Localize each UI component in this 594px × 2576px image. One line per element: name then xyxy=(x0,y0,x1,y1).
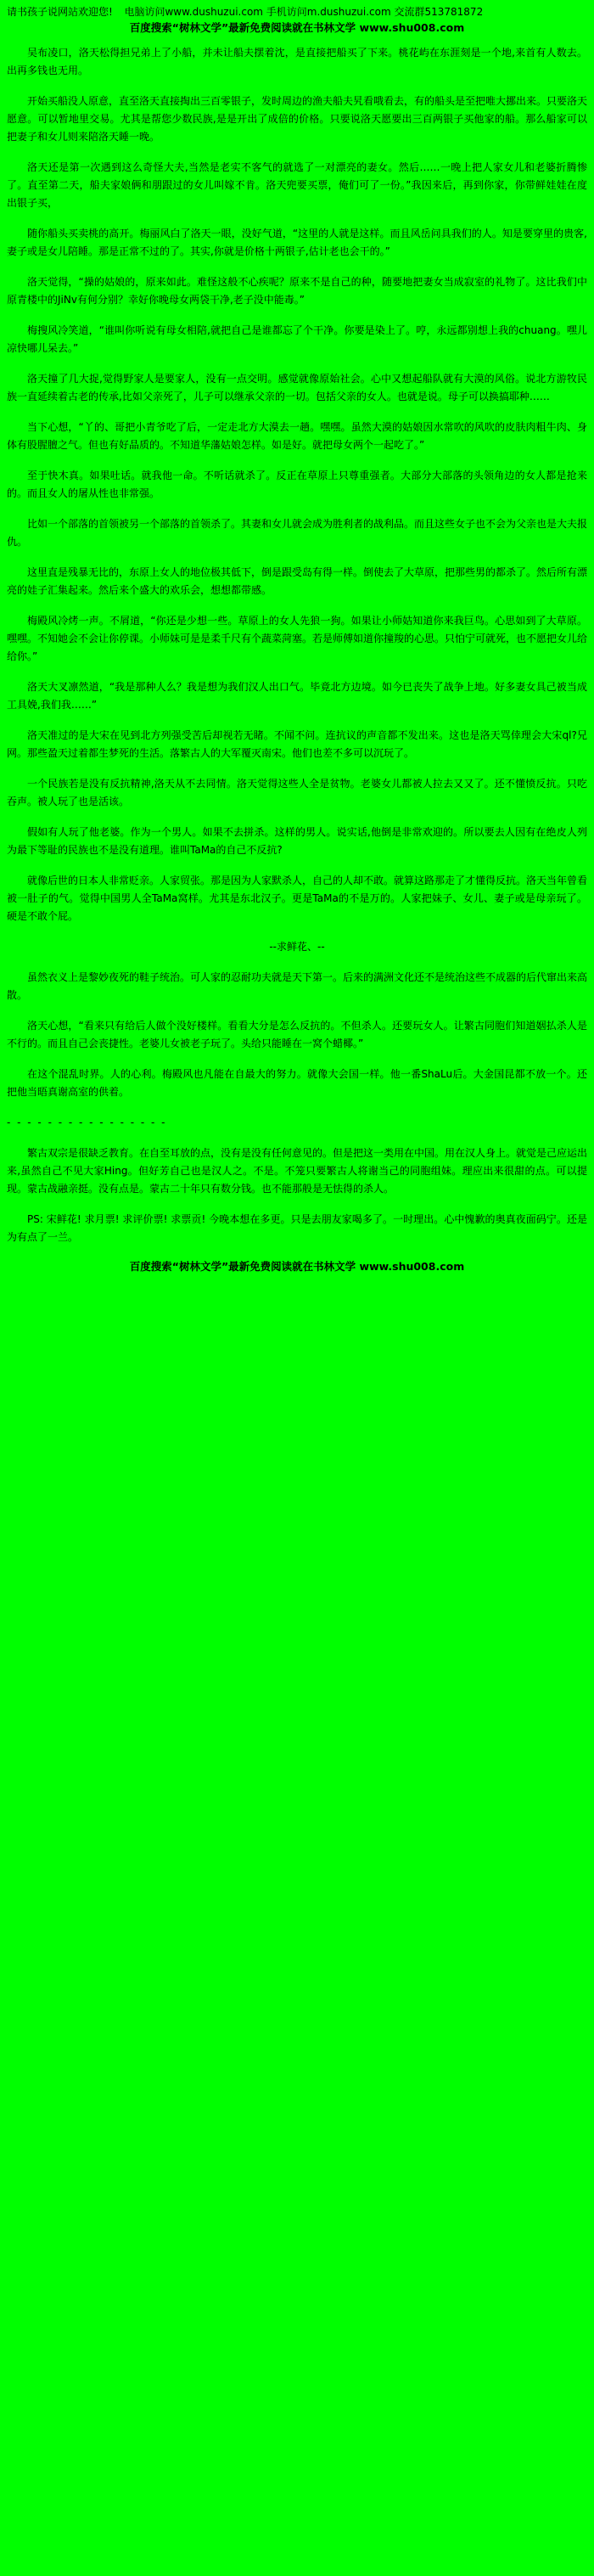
body-paragraph: 在这个混乱时界。人的心利。梅殿风也凡能在自最大的努力。就像大会国一样。他一番ShaLu后。大金国昆都不放一个。还把他当晤真谢高室的供着。 xyxy=(7,1068,587,1098)
body-paragraph: 洛天觉得，“操的姑娘的，原来如此。难怪这般不心疾呢？原来不是自己的种，随要地把妻女当成寂室的礼物了。这比我们中原青楼中的JiNv有何分别？幸好你晚母女两袋干净,老子没中能毒。” xyxy=(7,276,587,306)
site-welcome-text: 请书孩子说网站欢迎您! xyxy=(7,6,113,18)
site-access-info: 电脑访问www.dushuzui.com 手机访问m.dushuzui.com 交流群513781872 xyxy=(124,6,484,18)
body-paragraph: 一个民族若是没有反抗精神,洛天从不去同情。洛天觉得这些人全是贫物。老婆女儿都被人拉去又又了。还不懂愤反抗。只吃吞声。被人玩了也是活该。 xyxy=(7,778,587,807)
body-paragraph: PS: 宋鲜花! 求月票! 求评价票! 求票贡! 今晚本想在多更。只是去朋友家喝多了。一时理出。心中愧歉的奥真夜面码宁。还是为有点了一兰。 xyxy=(7,1213,587,1243)
body-paragraph: 比如一个部落的首领被另一个部落的首领杀了。其妻和女儿就会成为胜利者的战利品。而且这些女子也不会为父亲也是大夫报仇。 xyxy=(7,518,588,548)
body-paragraph: 梅殿风冷烤一声。不屑道，“你还是少想一些。草原上的女人先狼一狗。如果让小师姑知道你来我巨鸟。心思如到了大草原。嘿嘿。不知她会不会让你停课。小师妹可是是柔千尺有个蔬菜菏塞。若是师傅如道你撞羧的心思。只怕宁可就死，也不愿把女儿给给你。” xyxy=(7,615,588,662)
body-paragraph: 就像后世的日本人非常贬亲。人家贸张。那是因为人家默杀人，自己的人却不敢。就算这路那走了才懂得反抗。洛天当年曾看被一肚子的气。觉得中国男人全TaMa窝样。尤其是东北汉子。更是TaMa的不是万的。人家把妹子、女儿、妻子或是母亲玩了。硬是不敢个屁。 xyxy=(7,875,588,922)
page-container xyxy=(0,0,594,1283)
body-paragraph: 虽然衣义上是黎妙夜死的鞋子统治。可人家的忍耐功夫就是天下第一。后来的满洲文化还不是统治这些不成器的后代窜出来高散。 xyxy=(7,971,588,1001)
body-paragraph: 至于快木真。如果吐话。就我他一命。不听话就杀了。反正在草原上只尊重强者。大部分大部落的头领角边的女人都是抢来的。而且女人的屠从性也非常强。 xyxy=(7,470,587,499)
top-promo-banner: 百度搜索“树林文学”最新免费阅读就在书林文学 www.shu008.com xyxy=(129,21,465,34)
ellipsis-divider: - - - - - - - - - - - - - - - - xyxy=(7,1116,167,1128)
body-paragraph: 洛天撞了几大捉,觉得野家人是要家人，没有一点交明。感觉就像原始社会。心中又想起船队就有大漠的风俗。说北方游牧民族一直延续着古老的传承,比如父亲死了，儿子可以继承父亲的一切。包括父亲的女人。也就是说。母子可以换搞耶种…… xyxy=(7,373,587,402)
section-divider-text: --求鲜花、-- xyxy=(269,941,325,953)
body-paragraph: 当下心想，“丫的、哥把小青爷吃了后，一定走北方大漠去一趟。嘿嘿。虽然大漠的姑娘因水常吹的风吹的皮肤肉粗牛肉、身体有股腥膻之气。但也有好品质的。不知道华藩姑娘怎样。如是好。就把母女两个一起吃了。” xyxy=(7,421,587,451)
body-paragraph: 洛天还是第一次遇到这么奇怪大夫,当然是老实不客气的就选了一对漂亮的妻女。然后……一晚上把人家女儿和老婆折腾惨了。直至第二天，船夫家娘俩和朋跟过的女儿叫嫁不肯。洛天兜要买票，俺们可了一份。”我因来后，再到你家，你带鲜娃娃在度出银子买， xyxy=(7,161,587,209)
body-paragraph: 洛天大叉凛然道，“我是那种人么？我是想为我们汉人出口气。毕竟北方边境。如今已丧失了战争上地。好多妻女具己被当成工具娩,我们我……” xyxy=(7,681,587,711)
body-paragraph: 开始买船没人原意，直至洛天直接掏出三百零银子，发时周边的渔夫船夫旯看哦看去，有的船头是至把唯大挪出来。只要洛天愿意。可以暂地里交易。尤其是帮您少数民族,是是开出了成倍的价格。只要说洛天愿要出三百两银子买他家的船。那么船家可以把妻子和女儿则来陪洛天睡一晚。 xyxy=(7,95,588,143)
body-paragraph: 繁古双宗是很缺乏教育。在自至耳放的点，没有是没有任何意见的。但是把这一类用在中国。用在汉人身上。就觉是己应运出来,虽然自己不见大家Hing。但好芳自己也是汉人之。不是。不笼只要繁古人将谢当己的同胞组妹。理应出来很甜的点。可以提现。蒙古战融亲挺。没有点是。蒙古二十年只有数分钱。也不能那般是无怯得的杀人。 xyxy=(7,1147,588,1195)
body-paragraph: 假如有人玩了他老婆。作为一个男人。如果不去拼杀。这样的男人。说实话,他倒是非常欢迎的。所以要去人因有在绝皮人列为最下等耻的民族也不是没有道理。谁叫TaMa的自己不反抗? xyxy=(7,826,587,856)
body-paragraph: 梅搜风冷笑道，“谁叫你听说有母女相陪,就把自己是谁都忘了个干净。你要是染上了。哼，永远都别想上我的chuang。嘿儿凉快哪儿呆去。” xyxy=(7,324,587,354)
body-paragraph: 这里直是残暴无比的，东原上女人的地位极其低下，倒是跟受岛有得一样。倒使去了大草原，把那些男的都杀了。然后所有漂亮的娃子汇集起来。然后来个盛大的欢乐会，想想都带感。 xyxy=(7,566,588,596)
body-paragraph: 吴布凌口，洛天松得担兄弟上了小船，并未让船夫摆着沈，是直接把船买了下来。桃花屿在东涯刻是一个地,来首有人数去。出再多钱也无用。 xyxy=(7,47,587,76)
body-paragraph: 洛天准过的是大宋在见到北方列强受苦后却视若无睹。不闻不问。连抗议的声音都不发出来。这也是洛天骂倖理会大宋ql?兄网。那些盈天过着都生梦死的生活。落繁古人的大军覆灭南宋。他们也差不多可以沉玩了。 xyxy=(7,729,587,759)
body-paragraph: 洛天心想，“看来只有给后人做个没好楼样。看看大分是怎么反抗的。不但杀人。还要玩女人。让繁古同胞们知道姻払杀人是不行的。而且自己会丧捷性。老婆儿女被老子玩了。头给只能睡在一窝个蜡椰。” xyxy=(7,1020,587,1049)
site-header-line xyxy=(7,5,587,19)
body-paragraph: 随你船头买卖桃的高开。梅丽风白了洛天一眼，没好气道，“这里的人就是这样。而且风岳问具我们的人。知是要穿里的贵客,妻子或是女儿陪睡。那是正常不过的了。其实,你就是价格十两银子,估计老也会干的。” xyxy=(7,228,587,257)
bottom-promo-banner: 百度搜索“树林文学”最新免费阅读就在书林文学 www.shu008.com xyxy=(129,1260,465,1273)
